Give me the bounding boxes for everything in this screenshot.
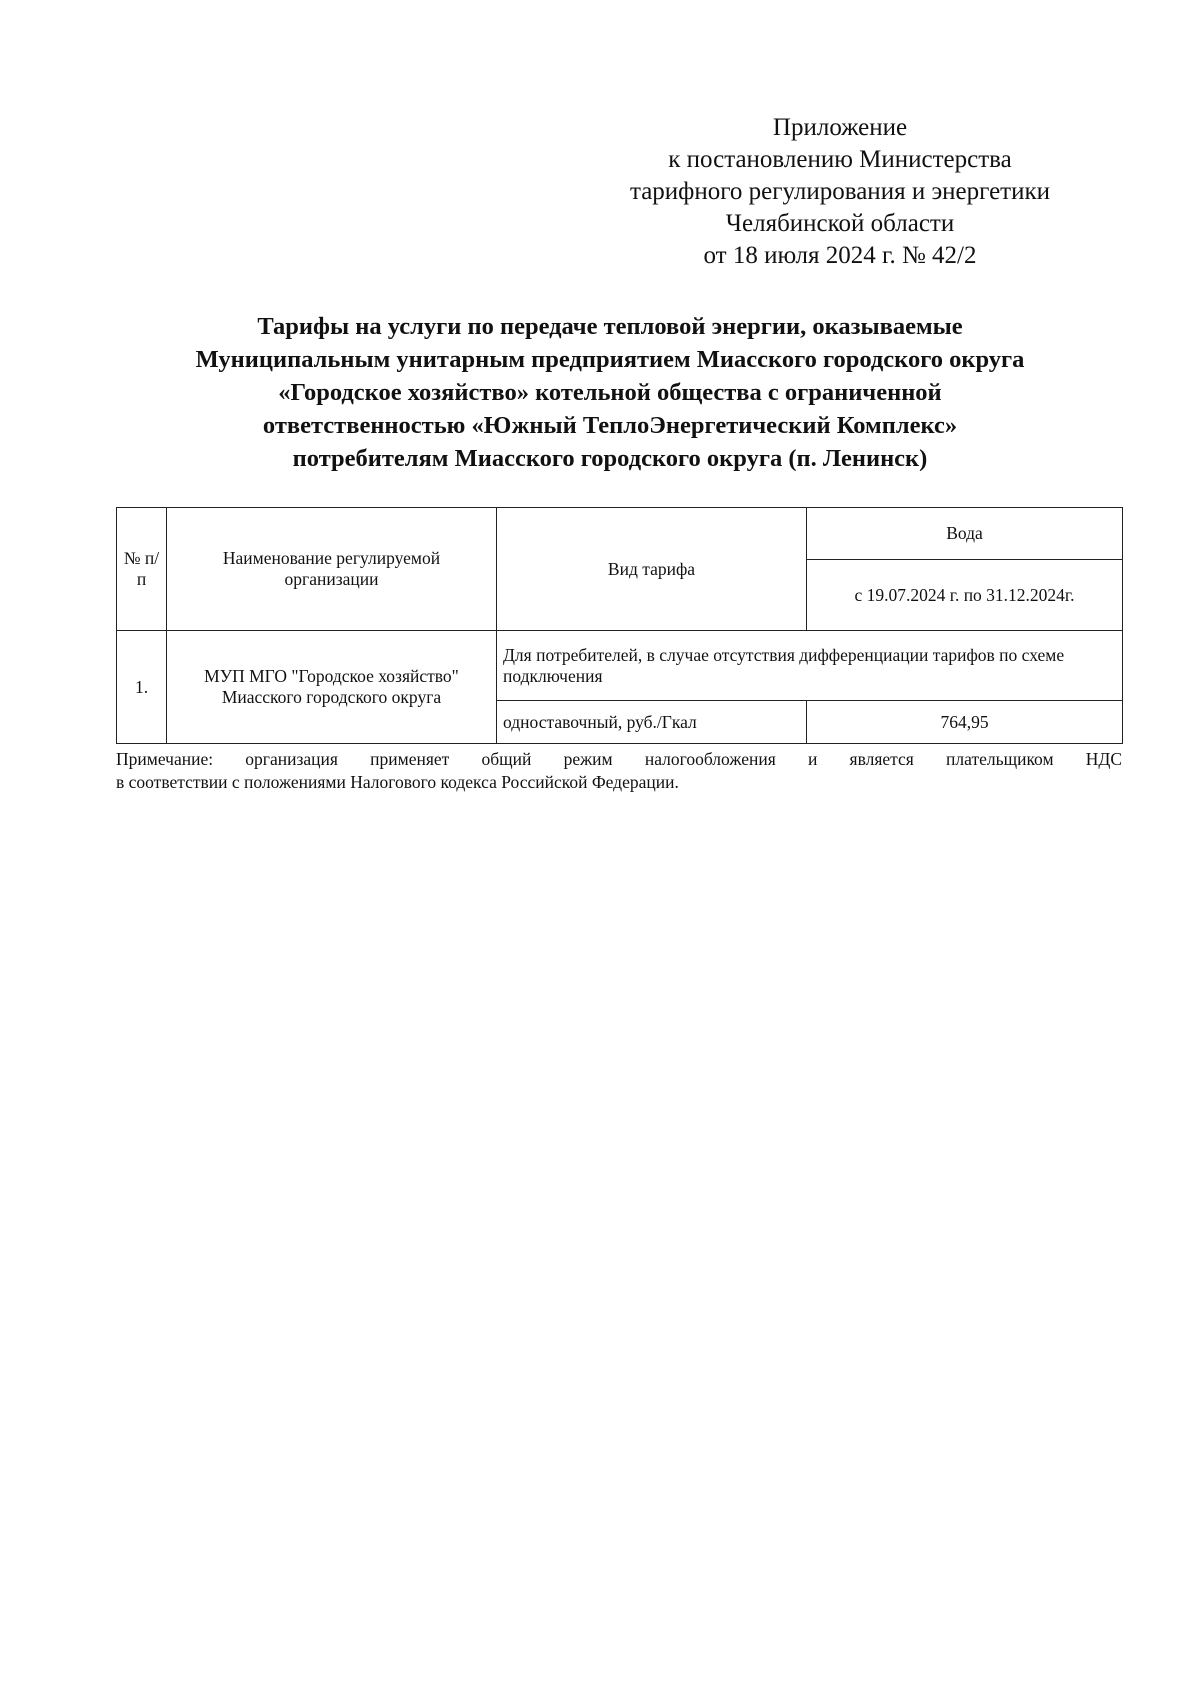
appendix-reference: к постановлению Министерства bbox=[668, 146, 1012, 173]
row-number: 1. bbox=[117, 631, 167, 744]
appendix-date-number: от 18 июля 2024 г. № 42/2 bbox=[703, 242, 977, 269]
title-line: потребителям Миасского городского округа (п. Ленинск) bbox=[292, 445, 928, 472]
appendix-region: Челябинской области bbox=[725, 210, 955, 237]
title-line: Муниципальным унитарным предприятием Миасского городского округа bbox=[195, 346, 1025, 373]
header-number: № п/п bbox=[117, 508, 167, 631]
row-group-label: Для потребителей, в случае отсутствия дифференциации тарифов по схеме подключения bbox=[497, 631, 1123, 701]
header-tariff-type: Вид тарифа bbox=[497, 508, 807, 631]
tariff-table bbox=[116, 507, 1123, 744]
note-line: в соответствии с положениями Налогового кодекса Российской Федерации. bbox=[116, 772, 679, 792]
appendix-title: Приложение bbox=[772, 114, 908, 141]
row-organization: МУП МГО "Городское хозяйство" Миасского городского округа bbox=[167, 631, 497, 744]
title-line: «Городское хозяйство» котельной общества с ограниченной bbox=[278, 379, 942, 406]
title-line: Тарифы на услуги по передаче тепловой энергии, оказываемые bbox=[257, 313, 963, 340]
row-tariff-value: 764,95 bbox=[807, 701, 1123, 744]
header-period: с 19.07.2024 г. по 31.12.2024г. bbox=[807, 560, 1123, 631]
appendix-ministry: тарифного регулирования и энергетики bbox=[629, 178, 1051, 205]
appendix-header bbox=[560, 112, 1120, 272]
header-organization: Наименование регулируемой организации bbox=[167, 508, 497, 631]
header-water: Вода bbox=[807, 508, 1123, 560]
title-line: ответственностью «Южный ТеплоЭнергетический Комплекс» bbox=[262, 412, 958, 439]
note-line: Примечание: организация применяет общий режим налогообложения и является плательщиком НДС bbox=[116, 749, 1122, 769]
document-title bbox=[110, 310, 1110, 475]
note bbox=[116, 748, 1122, 794]
row-tariff-type: одноставочный, руб./Гкал bbox=[497, 701, 807, 744]
